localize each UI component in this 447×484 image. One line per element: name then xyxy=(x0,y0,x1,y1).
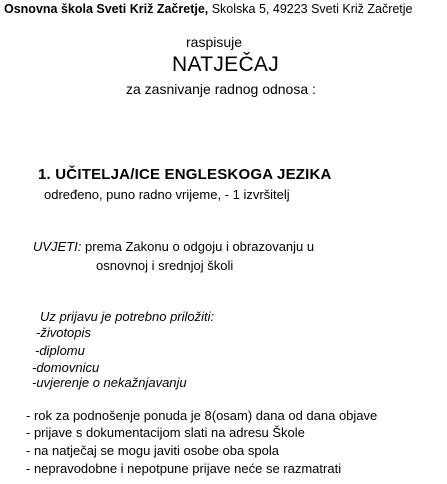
school-address: Skolska 5, 49223 Sveti Križ Začretje xyxy=(208,2,413,16)
announces-label: raspisuje xyxy=(186,34,243,50)
document-title: NATJEČAJ xyxy=(172,53,280,76)
note-item: - na natječaj se mogu javiti osobe oba spola xyxy=(26,443,279,458)
document-subtitle: za zasnivanje radnog odnosa : xyxy=(126,81,316,97)
conditions-text-2: osnovnoj i srednjoj školi xyxy=(96,258,234,273)
conditions-line xyxy=(33,239,314,254)
position-heading: 1. UČITELJA/ICE ENGLESKOGA JEZIKA xyxy=(38,166,332,183)
position-terms: određeno, puno radno vrijeme, - 1 izvršitelj xyxy=(44,187,290,202)
school-name: Osnovna škola Sveti Križ Začretje, xyxy=(4,2,209,16)
attachment-item: -domovnicu xyxy=(32,360,100,375)
note-item: - rok za podnošenje ponuda je 8(osam) dana od dana objave xyxy=(26,408,378,423)
attachments-heading: Uz prijavu je potrebno priložiti: xyxy=(40,309,215,324)
conditions-label: UVJETI: xyxy=(33,239,82,254)
attachment-item: -uvjerenje o nekažnjavanju xyxy=(32,375,187,390)
attachment-item: -diplomu xyxy=(35,343,85,358)
note-item: - nepravodobne i nepotpune prijave neće se razmatrati xyxy=(26,461,342,476)
note-item: - prijave s dokumentacijom slati na adresu Škole xyxy=(26,425,305,440)
school-header xyxy=(4,2,413,16)
attachment-item: -životopis xyxy=(36,325,91,340)
conditions-text-1: prema Zakonu o odgoju i obrazovanju u xyxy=(81,239,315,254)
